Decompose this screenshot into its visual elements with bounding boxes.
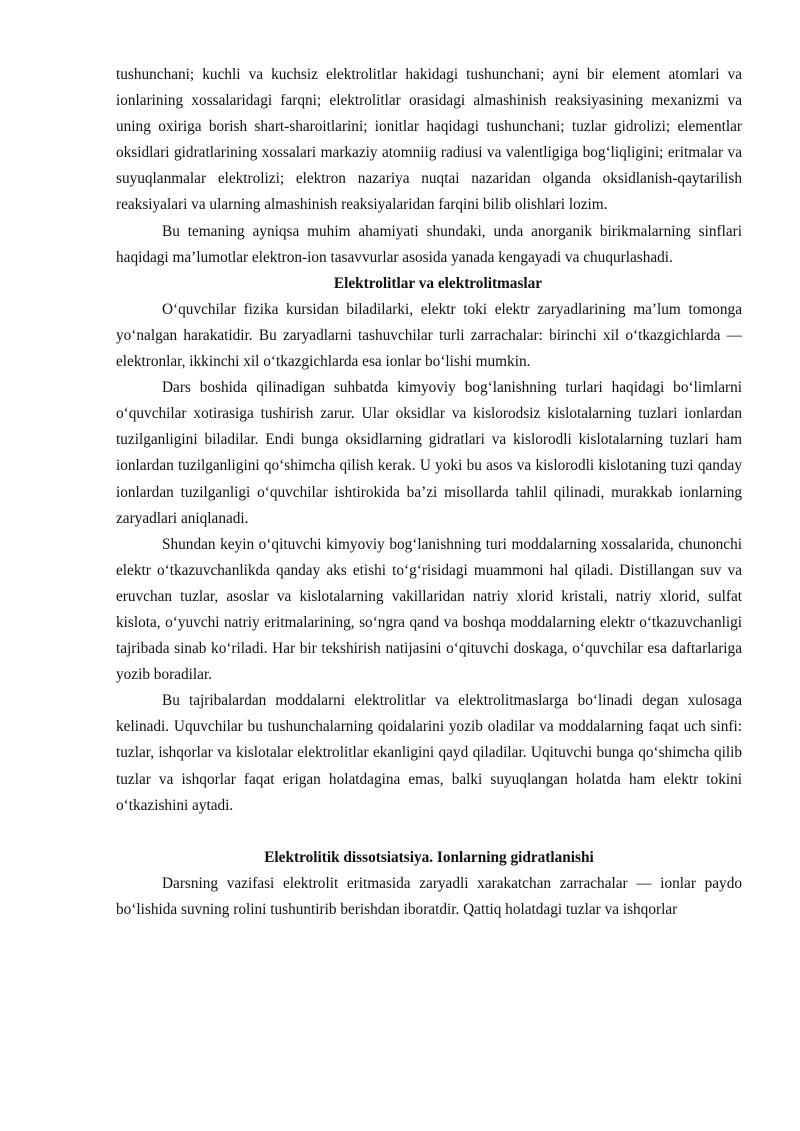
paragraph-conclusion: Bu tajribalardan moddalarni elektrolitlar va elektrolitmaslarga bo‘linadi degan xulosaga kelinadi. Uquvchilar bu tushunchalarning qoidalarini yozib oladilar va moddalarning faqat uch sinfi: tuzlar, ishqorlar va kislotalar elektrolitlar ekanligini qayd qiladilar. Uqituvchi bunga qo‘shimcha qilib tuzlar va ishqorlar faqat erigan holatdagina emas, balki suyuqlangan holatda ham elektr tokini o‘tkazishini aytadi. — [116, 692, 742, 814]
section-spacer — [116, 819, 742, 845]
paragraph-electric-current: O‘quvchilar fizika kursidan biladilarki, elektr toki elektr zaryadlarining ma’lum tomonga yo‘nalgan harakatidir. Bu zaryadlarni tashuvchilar turli zarrachalar: birinchi xil o‘tkazgichlarda — elektronlar, ikkinchi xil o‘tkazgichlarda esa ionlar bo‘lishi mumkin. — [116, 300, 742, 371]
paragraph-topic-importance: Bu temaning ayniqsa muhim ahamiyati shundaki, unda anorganik birikmalarning sinflari haqidagi ma’lumotlar elektron-ion tasavvurlar asosida yanada kengayadi va chuqurlashadi. — [116, 222, 742, 266]
paragraph-conductivity-experiment: Shundan keyin o‘qituvchi kimyoviy bog‘lanishning turi moddalarning xossalarida, chunonchi elektr o‘tkazuvchanlikda qanday aks etishi to‘g‘risidagi muammoni hal qiladi. Distillangan suv va eruvchan tuzlar, asoslar va kislotalarning vakillaridan natriy xlorid kristali, natriy xlorid, sulfat kislota, o‘yuvchi natriy eritmalarining, so‘ngra qand va boshqa moddalarning elektr o‘tkazuvchanligi tajribada sinab ko‘riladi. Har bir tekshirish natijasini o‘qituvchi doskaga, o‘quvchilar esa daftarlariga yozib boradilar. — [116, 535, 742, 684]
section-heading-electrolytes: Elektrolitlar va elektrolitmaslar — [333, 274, 543, 292]
paragraph-chemical-bonds: Dars boshida qilinadigan suhbatda kimyoviy bog‘lanishning turlari haqidagi bo‘limlarni o‘quvchilar xotirasiga tushirish zarur. Ular oksidlar va kislorodsiz kislotalarning tuzlari ionlardan tuzilganligini biladilar. Endi bunga oksidlarning gidratlari va kislorodli kislotalarning tuzlari ham ionlardan tuzilganligini qo‘shimcha qilish kerak. U yoki bu asos va kislorodli kislotaning tuzi qanday ionlardan tuzilganligi o‘quvchilar ishtirokida ba’zi misollarda tahlil qilinadi, murakkab ionlarning zaryadlari aniqlanadi. — [116, 379, 742, 527]
paragraph-lesson-task: Darsning vazifasi elektrolit eritmasida zaryadli xarakatchan zarrachalar — ionlar paydo bo‘lishida suvning rolini tushuntirib berishdan iboratdir. Qattiq holatdagi tuzlar va ishqorlar — [116, 874, 742, 918]
paragraph-intro-continuation: tushunchani; kuchli va kuchsiz elektrolitlar hakidagi tushunchani; ayni bir element atomlari va ionlarining xossalaridagi farqni; elektrolitlar orasidagi almashinish reaksiyasining mexanizmi va uning oxiriga borish shart-sharoitlarini; ionitlar haqidagi tushunchani; tuzlar gidrolizi; elementlar oksidlari gidratlarining xossalari markaziy atomniig radiusi va valentligiga bog‘liqligini; eritmalar va suyuqlanmalar elektrolizi; elektron nazariya nuqtai nazaridan olganda oksidlanish-qaytarilish reaksiyalari va ularning almashinish reaksiyalaridan farqini bilib olishlari lozim. — [116, 66, 742, 214]
section-heading-dissociation: Elektrolitik dissotsiatsiya. Ionlarning gidratlanishi — [264, 848, 594, 866]
